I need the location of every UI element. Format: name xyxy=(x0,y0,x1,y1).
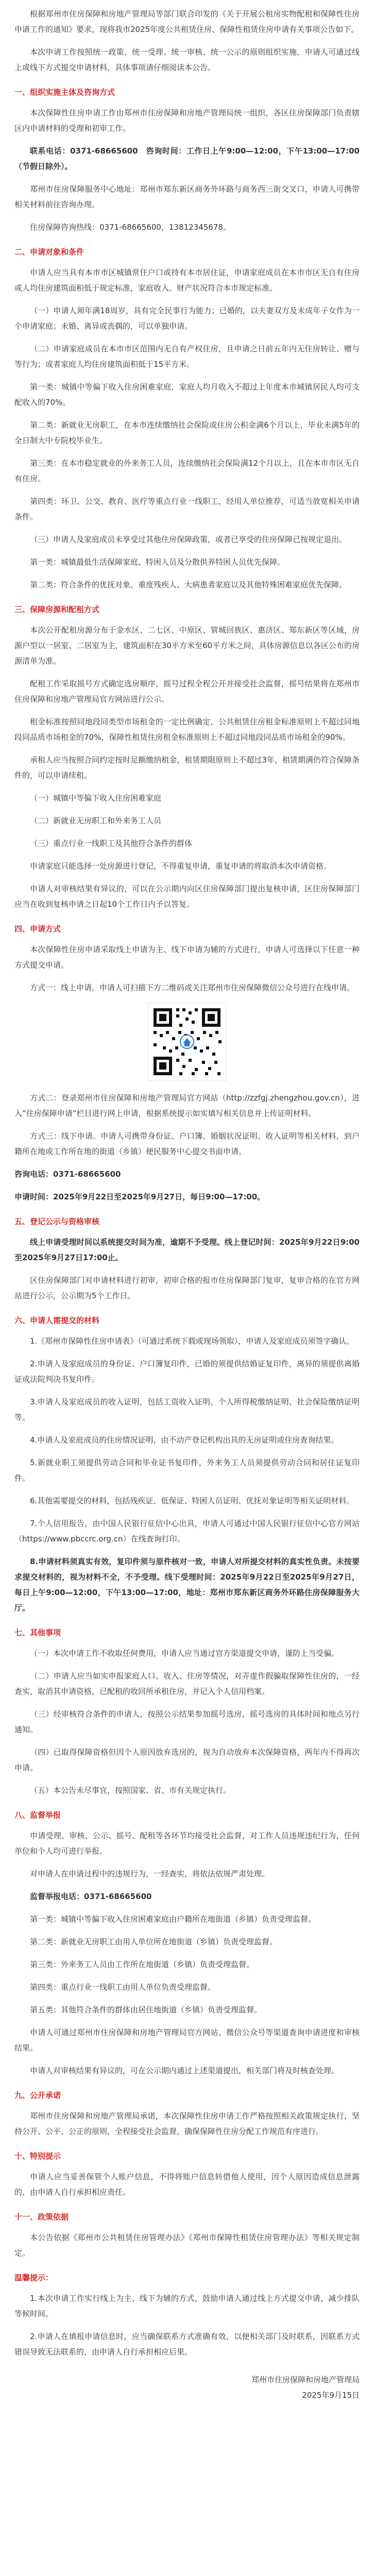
contact-phone: 咨询电话：0371-68665600 xyxy=(14,1170,121,1179)
section-title: 八、监督举报 xyxy=(14,1810,61,1820)
application-time: 申请时间：2025年9月22日至2025年9月27日，每日9:00—17:00。 xyxy=(14,1192,265,1201)
intro-paragraph: 本次申请工作按照统一政策、统一受理、统一审核、统一公示的原则组织实施，申请人可通过线上或线下方式提交申请材料，具体事项请仔细阅读本公告。 xyxy=(14,47,360,72)
section-paragraph: （三）重点行业一线职工及其他符合条件的群体 xyxy=(30,839,193,848)
intro-paragraph: 根据郑州市住房保障和房地产管理局等部门联合印发的《关于开展公租房实物配租和保障性住房申请工作的通知》要求，现将我市2025年度公共租赁住房、保障性租赁住房申请有关事项公告如下。 xyxy=(14,9,360,34)
section-title: 五、登记公示与资格审核 xyxy=(14,1217,100,1226)
section-title: 十一、政策依据 xyxy=(14,2212,69,2222)
section-paragraph: 租金标准按照同地段同类型市场租金的一定比例确定，公共租赁住房租金标准原则上不超过同地段同品质市场租金的70%，保障性租赁住房租金标准原则上不超过同地段同品质市场租金的90%。 xyxy=(14,717,360,742)
section-paragraph: （二）新就业无房职工和外来务工人员 xyxy=(30,816,162,825)
section-title: 三、保障房源和配租方式 xyxy=(14,605,100,614)
qr-code[interactable] xyxy=(148,1003,226,1081)
section-paragraph: 本次公开配租房源分布于金水区、二七区、中原区、管城回族区、惠济区、郑东新区等区域，房源户型以一居室、二居室为主，建筑面积在30平方米至60平方米之间，具体房源信息以各区公布的房源清单为准。 xyxy=(14,625,360,666)
section-paragraph: 本次保障性住房申请采取线上申请为主、线下申请为辅的方式进行，申请人可选择以下任意一种方式提交申请。 xyxy=(14,945,360,970)
section-paragraph: 申请人应当具有本市市区城镇常住户口或持有本市居住证，申请家庭成员在本市市区无自有住房或人均住房建筑面积低于规定标准，家庭收入、财产状况符合本市规定标准。 xyxy=(14,268,360,293)
section-paragraph: 5.新就业职工须提供劳动合同和毕业证书复印件，外来务工人员须提供劳动合同和居住证复印件。 xyxy=(14,1458,360,1483)
section-paragraph: （三）经审核符合条件的申请人，按照公示结果参加摇号选房，摇号选房的具体时间和地点另行通知。 xyxy=(14,1709,360,1734)
section-paragraph: 2.申请人及家庭成员的身份证、户口簿复印件，已婚的须提供结婚证复印件，离异的须提供离婚证或法院判决书复印件。 xyxy=(14,1359,360,1384)
qr-code-container xyxy=(0,1003,374,1081)
qr-code-icon xyxy=(148,1003,226,1080)
section-paragraph: 申请家庭只能选择一处房源进行登记，不得重复申请，重复申请的将取消本次申请资格。 xyxy=(30,861,332,871)
section-paragraph: 申请人对审核结果有异议的，可以在公示期内向区住房保障部门提出复核申请，区住房保障部门应当在收到复核申请之日起10个工作日内予以答复。 xyxy=(14,884,360,909)
issuer-signature: 郑州市住房保障和房地产管理局 xyxy=(251,2375,360,2384)
report-phone: 监督举报电话：0371-68665600 xyxy=(30,1892,152,1901)
section-paragraph: 申请人应当妥善保管个人账户信息，不得将账户信息转借他人使用，因个人原因造成信息泄露的，由申请人自行承担相应责任。 xyxy=(14,2172,360,2197)
issue-date: 2025年9月15日 xyxy=(302,2391,360,2400)
section-title: 二、申请对象和条件 xyxy=(14,247,84,257)
section-title: 七、其他事项 xyxy=(14,1628,61,1637)
remarks-paragraph: 2.申请人在填报申请信息时，应当确保联系方式准确有效，以便相关部门及时联系，因联系方式错误导致无法联系的，由申请人自行承担相应后果。 xyxy=(14,2332,360,2357)
section-paragraph: 配租工作采取摇号方式确定选房顺序，摇号过程全程公开并接受社会监督，摇号结果将在郑州市住房保障和房地产管理局官方网站进行公示。 xyxy=(14,679,360,704)
section-paragraph: 申请受理、审核、公示、摇号、配租等各环节均接受社会监督，对工作人员违规违纪行为，任何单位和个人均可进行举报。 xyxy=(14,1831,360,1856)
section-paragraph: （一）本次申请工作不收取任何费用，申请人应当通过官方渠道提交申请，谨防上当受骗。 xyxy=(30,1649,339,1658)
section-paragraph: 7.个人信用报告，由中国人民银行征信中心出具，申请人可通过中国人民银行征信中心官方网站（https://www.pbccrc.org.cn）在线查询打印。 xyxy=(14,1519,360,1544)
section-paragraph: 本公告依据《郑州市公共租赁住房管理办法》《郑州市保障性租赁住房管理办法》等相关规定制定。 xyxy=(14,2233,360,2258)
section-paragraph: 3.申请人及家庭成员的收入证明，包括工资收入证明、个人所得税缴纳证明、社会保险缴纳证明等。 xyxy=(14,1397,360,1422)
section-paragraph: （一）城镇中等偏下收入住房困难家庭 xyxy=(30,793,162,803)
section-title: 九、公开承诺 xyxy=(14,2091,61,2100)
section-title: 六、申请人需提交的材料 xyxy=(14,1316,100,1325)
section-paragraph: （一）申请人须年满18周岁，具有完全民事行为能力；已婚的，以夫妻双方及未成年子女作为一个申请家庭；未婚、离异或丧偶的，可以单独申请。 xyxy=(14,306,360,331)
section-paragraph: 第一类：城镇中等偏下收入住房困难家庭由户籍所在地街道（乡镇）负责受理监督。 xyxy=(30,1914,316,1924)
section-paragraph: 第一类：城镇中等偏下收入住房困难家庭，家庭人均月收入不超过上年度本市城镇居民人均可支配收入的70%。 xyxy=(14,382,360,407)
section-paragraph: 6.其他需要提交的材料，包括残疾证、低保证、特困人员证明、优抚对象证明等相关证明材料。 xyxy=(30,1496,354,1505)
section-paragraph: 区住房保障部门对申请材料进行初审，初审合格的报市住房保障部门复审，复审合格的在官方网站进行公示，公示期为5个工作日。 xyxy=(14,1276,360,1300)
section-paragraph: 郑州市住房保障服务中心地址：郑州市郑东新区商务外环路与商务西三街交叉口，申请人可携带相关材料前往咨询办理。 xyxy=(14,184,360,209)
section-paragraph: 方式二：登录郑州市住房保障和房地产管理局官方网站（http://zzfgj.zhengzhou.gov.cn），进入“住房保障申请”栏目进行网上申请，根据系统提示如实填写相关信息并上传证明材料。 xyxy=(14,1093,360,1118)
section-paragraph: 郑州市住房保障和房地产管理局承诺，本次保障性住房申请工作严格按照相关政策规定执行，坚持公开、公平、公正的原则，全程接受社会监督，确保保障性住房分配工作规范有序进行。 xyxy=(14,2111,360,2136)
section-title: 十、特别提示 xyxy=(14,2151,61,2161)
section-paragraph: 方式一：线上申请。申请人可扫描下方二维码或关注郑州市住房保障微信公众号进行在线申请。 xyxy=(30,983,355,992)
section-paragraph: 第五类：其他符合条件的群体由居住地街道（乡镇）负责受理监督。 xyxy=(30,2005,262,2014)
section-paragraph: 第二类：新就业无房职工由用人单位所在地街道（乡镇）负责受理监督。 xyxy=(30,1937,278,1946)
section-paragraph: 对申请人在申请过程中的违规行为，一经查实，将依法依规严肃处理。 xyxy=(30,1869,270,1878)
remarks-paragraph: 1.本次申请工作实行线上为主、线下为辅的方式，鼓励申请人通过线上方式提交申请，减少排队等候时间。 xyxy=(14,2294,360,2318)
remarks-title: 温馨提示： xyxy=(14,2273,54,2282)
section-paragraph: 联系电话：0371-68665600 咨询时间：工作日上午9:00—12:00，下午13:00—17:00（节假日除外）。 xyxy=(14,146,360,171)
section-paragraph: 1.《郑州市保障性住房申请表》（可通过系统下载或现场领取），申请人及家庭成员须签字确认。 xyxy=(30,1336,354,1346)
section-paragraph: 申请人对审核结果有异议的，可在公示期内通过上述渠道提出，相关部门将及时核查处理。 xyxy=(30,2066,339,2075)
section-paragraph: 4.申请人及家庭成员的住房情况证明，由不动产登记机构出具的无房证明或住房查询结果。 xyxy=(30,1435,339,1445)
section-title: 一、组织实施主体及咨询方式 xyxy=(14,88,115,97)
section-paragraph: （四）已取得保障资格但因个人原因放弃选房的，视为自动放弃本次保障资格，两年内不得再次申请。 xyxy=(14,1748,360,1772)
section-title: 四、申请方式 xyxy=(14,924,61,934)
section-paragraph: （五）本公告未尽事宜，按照国家、省、市有关规定执行。 xyxy=(30,1786,231,1795)
section-paragraph: 申请人可通过郑州市住房保障和房地产管理局官方网站、微信公众号等渠道查询申请进度和审核结果。 xyxy=(14,2028,360,2053)
section-paragraph: 第一类：城镇最低生活保障家庭、特困人员及分散供养特困人员优先保障。 xyxy=(30,557,285,567)
section-paragraph: 第二类：新就业无房职工，在本市连续缴纳社会保险或住房公积金满6个月以上，毕业未满5年的全日制大中专院校毕业生。 xyxy=(14,420,360,445)
section-paragraph: 第二类：符合条件的优抚对象、重度残疾人、大病患者家庭以及其他特殊困难家庭优先保障。 xyxy=(30,580,347,589)
section-paragraph: 第四类：环卫、公交、教育、医疗等重点行业一线职工，经用人单位推荐，可适当放宽相关申请条件。 xyxy=(14,497,360,521)
section-paragraph: 第四类：重点行业一线职工由用人单位负责受理监督。 xyxy=(30,1982,216,1992)
section-paragraph: 住房保障咨询热线：0371-68665600，13812345678。 xyxy=(30,223,231,232)
section-paragraph: （三）申请人及家庭成员未享受过其他住房保障政策，或者已享受的住房保障已按规定退出。 xyxy=(30,535,347,544)
section-paragraph: 方式三：线下申请。申请人可携带身份证、户口簿、婚姻状况证明、收入证明等相关材料，到户籍所在地或工作所在地的街道（乡镇）便民服务中心提交书面申请。 xyxy=(14,1131,360,1156)
section-paragraph: 本次保障性住房申请工作由郑州市住房保障和房地产管理局统一组织，各区住房保障部门负责辖区内申请材料的受理和初审工作。 xyxy=(14,108,360,133)
section-paragraph: 8.申请材料须真实有效，复印件须与原件核对一致，申请人对所提交材料的真实性负责。未按要求提交材料的，视为材料不全，不予受理。线下受理时间：2025年9月22日至2025年9月27日，每日上午9:00—12:00，下午13:00—17:00，地址：郑州市郑东新区商务外环路住房保障服务大厅。 xyxy=(14,1557,360,1613)
section-paragraph: 承租人应当按照合同约定按时足额缴纳租金，租赁期限原则上不超过3年，租赁期满仍符合保障条件的，可以申请续租。 xyxy=(14,755,360,780)
section-paragraph: （二）申请人应当如实申报家庭人口、收入、住房等情况，对弄虚作假骗取保障性住房的，一经查实，取消其申请资格，已配租的收回所承租住房，并记入个人信用档案。 xyxy=(14,1671,360,1696)
section-paragraph: 第三类：在本市稳定就业的外来务工人员，连续缴纳社会保险满12个月以上，且在本市市区无自有住房。 xyxy=(14,459,360,483)
section-paragraph: （二）申请家庭成员在本市市区范围内无自有产权住房，且申请之日前五年内无住房转让、赠与等行为；或者家庭人均住房建筑面积低于15平方米。 xyxy=(14,344,360,369)
section-paragraph: 第三类：外来务工人员由工作所在地街道（乡镇）负责受理监督。 xyxy=(30,1960,254,1969)
section-paragraph: 线上申请受理时间以系统提交时间为准，逾期不予受理。线上登记时间：2025年9月22日9:00至2025年9月27日17:00止。 xyxy=(14,1238,360,1262)
